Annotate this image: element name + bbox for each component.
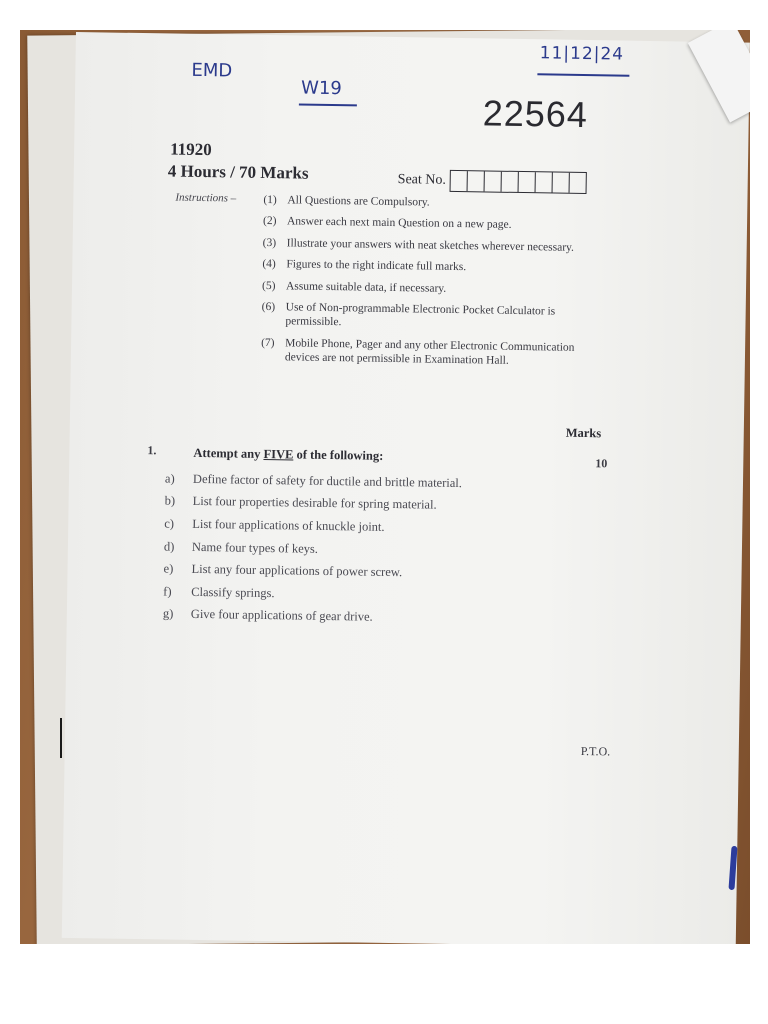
instruction-number: (7) xyxy=(261,336,275,349)
seat-box xyxy=(468,171,485,191)
question-number: 1. xyxy=(147,443,157,458)
instruction-text: All Questions are Compulsory. xyxy=(287,194,430,209)
seat-box xyxy=(519,172,536,192)
instructions-list xyxy=(261,193,594,377)
seat-label: Seat No. xyxy=(397,172,447,188)
sub-question-letter: f) xyxy=(163,584,172,599)
question-title-key: FIVE xyxy=(263,446,294,462)
question-title-post: of the following: xyxy=(296,447,384,463)
seat-box xyxy=(553,173,570,193)
question-marks: 10 xyxy=(595,456,608,471)
duration-marks: 4 Hours / 70 Marks xyxy=(167,161,309,183)
handwritten-subject: EMD xyxy=(191,59,233,82)
instruction-number: (5) xyxy=(261,279,276,292)
question-title xyxy=(193,446,383,464)
instruction-text: Figures to the right indicate full marks. xyxy=(286,258,467,274)
instruction-text: Use of Non-programmable Electronic Pocket Calculator is permissible. xyxy=(285,301,556,329)
subject-code: 22564 xyxy=(482,92,589,136)
instructions-label: Instructions – xyxy=(175,191,237,205)
instruction-number: (2) xyxy=(262,215,277,228)
question-title-pre: Attempt any xyxy=(193,445,261,461)
sub-question-text: Define factor of safety for ductile and brittle material. xyxy=(192,471,463,490)
sub-question-text: Name four types of keys. xyxy=(191,539,319,556)
instruction-item xyxy=(261,336,591,370)
seat-number xyxy=(398,169,588,194)
instruction-item xyxy=(263,236,593,256)
seat-box xyxy=(502,172,519,192)
instruction-number: (6) xyxy=(261,300,276,314)
date-underline xyxy=(537,73,629,76)
seat-boxes xyxy=(450,170,587,194)
instruction-item xyxy=(262,257,592,277)
sub-question-letter: g) xyxy=(162,606,174,621)
instruction-number: (1) xyxy=(263,193,277,207)
instruction-number: (4) xyxy=(262,258,276,271)
sub-question-text: Give four applications of gear drive. xyxy=(190,607,373,625)
seat-box xyxy=(536,172,553,192)
exam-paper-photo xyxy=(20,30,750,944)
instruction-text: Answer each next main Question on a new page. xyxy=(286,215,512,232)
seat-box xyxy=(451,171,468,191)
instruction-item xyxy=(262,278,592,298)
instruction-text: Illustrate your answers with neat sketches wherever necessary. xyxy=(286,237,575,254)
instruction-item xyxy=(263,214,593,234)
instruction-text: Mobile Phone, Pager and any other Electronic Communication devices are not permissible in Examination Hall. xyxy=(284,336,575,367)
sub-question xyxy=(163,603,460,630)
binding-mark xyxy=(60,718,62,758)
session-underline xyxy=(299,104,357,107)
sub-question-letter: c) xyxy=(164,516,175,531)
instruction-text: Assume suitable data, if necessary. xyxy=(285,279,447,295)
marks-heading: Marks xyxy=(565,425,602,441)
sub-question-letter: b) xyxy=(164,493,176,509)
instruction-item xyxy=(263,193,593,213)
sub-question-letter: e) xyxy=(163,561,174,576)
sub-question-letter: d) xyxy=(163,539,175,554)
instruction-item xyxy=(261,300,591,334)
seat-box xyxy=(570,173,586,193)
sub-question-text: List four applications of knuckle joint. xyxy=(192,516,385,534)
instruction-number: (3) xyxy=(262,236,277,249)
sub-question-text: Classify springs. xyxy=(191,584,275,600)
sub-question-text: List any four applications of power screw. xyxy=(191,562,403,580)
sub-question-list xyxy=(163,467,462,630)
pto-label: P.T.O. xyxy=(580,744,611,759)
sub-question-letter: a) xyxy=(164,471,175,486)
question-paper-sheet xyxy=(62,32,750,944)
handwritten-session: W19 xyxy=(300,77,343,100)
sub-question-text: List four properties desirable for spring material. xyxy=(192,494,437,513)
handwritten-date: 11|12|24 xyxy=(539,43,625,65)
seat-box xyxy=(485,171,502,191)
paper-id: 11920 xyxy=(170,139,212,160)
